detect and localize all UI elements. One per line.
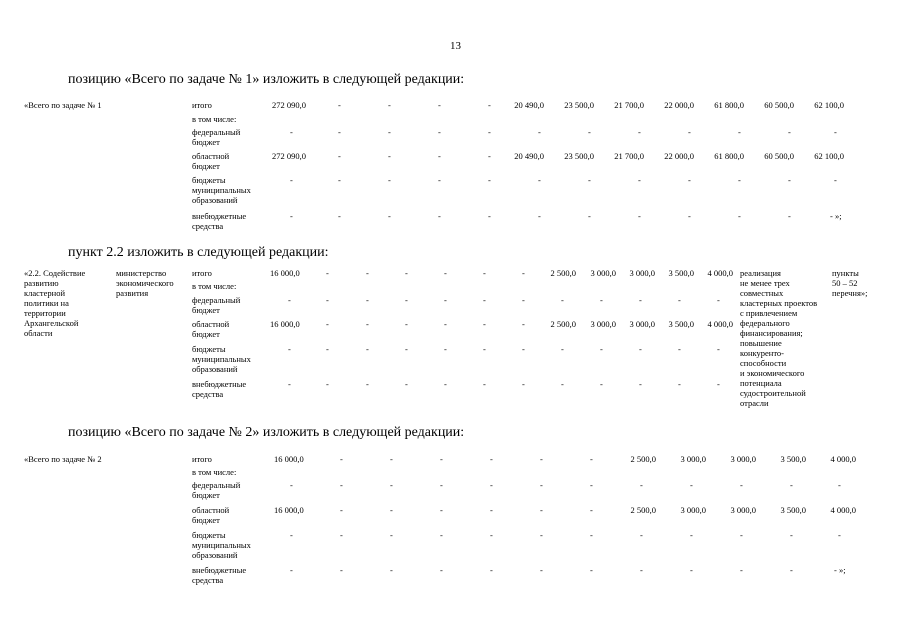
dash: -: [483, 295, 486, 305]
source-federal: федеральный бюджет: [192, 127, 241, 147]
end-mark: - »;: [834, 565, 846, 575]
dash: -: [288, 344, 291, 354]
source-federal: федеральный бюджет: [192, 480, 241, 500]
value-cell: 20 490,0: [514, 151, 544, 161]
dash: -: [738, 211, 741, 221]
dash: -: [290, 211, 293, 221]
value-cell: 23 500,0: [564, 100, 594, 110]
source-total: итого: [192, 268, 212, 278]
value-cell: 3 000,0: [629, 319, 655, 329]
dash: -: [338, 100, 341, 110]
dash: -: [338, 151, 341, 161]
dash: -: [288, 379, 291, 389]
dash: -: [390, 454, 393, 464]
value-cell: 3 000,0: [590, 319, 616, 329]
value-cell: 61 800,0: [714, 100, 744, 110]
dash: -: [438, 127, 441, 137]
dash: -: [444, 379, 447, 389]
dash: -: [540, 480, 543, 490]
dash: -: [366, 379, 369, 389]
dash: -: [738, 175, 741, 185]
dash: -: [522, 319, 525, 329]
dash: -: [290, 530, 293, 540]
value-cell: 2 500,0: [550, 319, 576, 329]
dash: -: [338, 175, 341, 185]
dash: -: [488, 100, 491, 110]
dash: -: [488, 211, 491, 221]
source-incl: в том числе:: [192, 281, 237, 291]
dash: -: [561, 344, 564, 354]
dash: -: [340, 565, 343, 575]
dash: -: [738, 127, 741, 137]
expected-result: реализация не менее трех совместных кластерных проектов с привлечением федерального финансирования; повышение конкуренто- способности и экономического потенциала судостроительной отрасли: [740, 268, 818, 408]
dash: -: [588, 127, 591, 137]
dash: -: [740, 565, 743, 575]
dash: -: [590, 530, 593, 540]
dash: -: [326, 379, 329, 389]
end-mark: - »;: [830, 211, 842, 221]
value-cell: 4 000,0: [830, 454, 856, 464]
dash: -: [444, 295, 447, 305]
dash: -: [440, 480, 443, 490]
dash: -: [366, 268, 369, 278]
heading-item-2-2: пункт 2.2 изложить в следующей редакции:: [68, 245, 329, 260]
source-municipal: бюджеты муниципальных образований: [192, 175, 251, 205]
dash: -: [522, 295, 525, 305]
dash: -: [326, 344, 329, 354]
dash: -: [390, 480, 393, 490]
dash: -: [490, 454, 493, 464]
dash: -: [590, 505, 593, 515]
dash: -: [390, 505, 393, 515]
dash: -: [590, 454, 593, 464]
dash: -: [640, 530, 643, 540]
dash: -: [717, 295, 720, 305]
executor: министерство экономического развития: [116, 268, 174, 298]
dash: -: [405, 295, 408, 305]
source-regional: областной бюджет: [192, 505, 230, 525]
dash: -: [638, 175, 641, 185]
value-cell: 22 000,0: [664, 100, 694, 110]
dash: -: [640, 565, 643, 575]
dash: -: [600, 344, 603, 354]
dash: -: [639, 344, 642, 354]
dash: -: [405, 268, 408, 278]
dash: -: [522, 379, 525, 389]
dash: -: [590, 480, 593, 490]
source-extrabudget: внебюджетные средства: [192, 211, 247, 231]
dash: -: [340, 480, 343, 490]
value-cell: 3 000,0: [680, 505, 706, 515]
value-cell: 21 700,0: [614, 100, 644, 110]
source-regional: областной бюджет: [192, 319, 230, 339]
value-cell: 61 800,0: [714, 151, 744, 161]
dash: -: [340, 505, 343, 515]
dash: -: [561, 379, 564, 389]
dash: -: [790, 480, 793, 490]
dash: -: [638, 211, 641, 221]
dash: -: [340, 530, 343, 540]
value-cell: 62 100,0: [814, 151, 844, 161]
source-federal: федеральный бюджет: [192, 295, 241, 315]
dash: -: [540, 454, 543, 464]
dash: -: [488, 151, 491, 161]
dash: -: [483, 319, 486, 329]
dash: -: [326, 295, 329, 305]
regional-sum: 272 090,0: [272, 151, 306, 161]
row-label: «Всего по задаче № 1: [24, 100, 102, 110]
dash: -: [366, 319, 369, 329]
dash: -: [538, 127, 541, 137]
value-cell: 3 500,0: [780, 454, 806, 464]
total-sum: 16 000,0: [274, 454, 304, 464]
dash: -: [440, 530, 443, 540]
dash: -: [490, 480, 493, 490]
dash: -: [678, 344, 681, 354]
value-cell: 4 000,0: [707, 319, 733, 329]
dash: -: [290, 480, 293, 490]
dash: -: [444, 268, 447, 278]
dash: -: [540, 505, 543, 515]
dash: -: [340, 454, 343, 464]
value-cell: 21 700,0: [614, 151, 644, 161]
dash: -: [388, 127, 391, 137]
dash: -: [290, 127, 293, 137]
value-cell: 3 500,0: [668, 268, 694, 278]
dash: -: [290, 565, 293, 575]
dash: -: [288, 295, 291, 305]
regional-sum: 16 000,0: [270, 319, 300, 329]
source-extrabudget: внебюджетные средства: [192, 565, 247, 585]
source-total: итого: [192, 100, 212, 110]
dash: -: [790, 565, 793, 575]
source-regional: областной бюджет: [192, 151, 230, 171]
dash: -: [717, 344, 720, 354]
dash: -: [588, 175, 591, 185]
dash: -: [388, 175, 391, 185]
dash: -: [438, 151, 441, 161]
value-cell: 3 000,0: [680, 454, 706, 464]
heading-task1: позицию «Всего по задаче № 1» изложить в следующей редакции:: [68, 72, 465, 87]
dash: -: [522, 268, 525, 278]
dash: -: [838, 480, 841, 490]
dash: -: [690, 530, 693, 540]
dash: -: [834, 127, 837, 137]
dash: -: [640, 480, 643, 490]
dash: -: [588, 211, 591, 221]
source-incl: в том числе:: [192, 467, 237, 477]
dash: -: [688, 211, 691, 221]
dash: -: [790, 530, 793, 540]
dash: -: [538, 175, 541, 185]
item-label: «2.2. Содействие развитию кластерной политики на территории Архангельской области: [24, 268, 86, 338]
value-cell: 20 490,0: [514, 100, 544, 110]
dash: -: [688, 127, 691, 137]
dash: -: [366, 344, 369, 354]
dash: -: [290, 175, 293, 185]
dash: -: [688, 175, 691, 185]
dash: -: [690, 565, 693, 575]
value-cell: 62 100,0: [814, 100, 844, 110]
dash: -: [590, 565, 593, 575]
total-sum: 16 000,0: [270, 268, 300, 278]
dash: -: [561, 295, 564, 305]
value-cell: 60 500,0: [764, 100, 794, 110]
dash: -: [522, 344, 525, 354]
dash: -: [444, 319, 447, 329]
dash: -: [390, 530, 393, 540]
value-cell: 3 000,0: [590, 268, 616, 278]
regional-sum: 16 000,0: [274, 505, 304, 515]
dash: -: [405, 344, 408, 354]
dash: -: [490, 530, 493, 540]
value-cell: 2 500,0: [630, 505, 656, 515]
value-cell: 4 000,0: [830, 505, 856, 515]
dash: -: [388, 211, 391, 221]
dash: -: [540, 530, 543, 540]
total-sum: 272 090,0: [272, 100, 306, 110]
dash: -: [483, 344, 486, 354]
value-cell: 3 000,0: [730, 505, 756, 515]
dash: -: [638, 127, 641, 137]
dash: -: [440, 565, 443, 575]
dash: -: [788, 127, 791, 137]
dash: -: [538, 211, 541, 221]
dash: -: [600, 379, 603, 389]
heading-task2: позицию «Всего по задаче № 2» изложить в следующей редакции:: [68, 425, 465, 440]
dash: -: [366, 295, 369, 305]
dash: -: [490, 565, 493, 575]
value-cell: 2 500,0: [550, 268, 576, 278]
value-cell: 2 500,0: [630, 454, 656, 464]
source-total: итого: [192, 454, 212, 464]
dash: -: [838, 530, 841, 540]
dash: -: [438, 211, 441, 221]
dash: -: [440, 505, 443, 515]
dash: -: [600, 295, 603, 305]
dash: -: [540, 565, 543, 575]
dash: -: [444, 344, 447, 354]
source-municipal: бюджеты муниципальных образований: [192, 344, 251, 374]
dash: -: [405, 379, 408, 389]
dash: -: [438, 175, 441, 185]
dash: -: [388, 100, 391, 110]
dash: -: [788, 211, 791, 221]
dash: -: [483, 379, 486, 389]
dash: -: [639, 295, 642, 305]
dash: -: [338, 127, 341, 137]
value-cell: 22 000,0: [664, 151, 694, 161]
dash: -: [678, 379, 681, 389]
dash: -: [440, 454, 443, 464]
dash: -: [788, 175, 791, 185]
dash: -: [483, 268, 486, 278]
dash: -: [338, 211, 341, 221]
dash: -: [717, 379, 720, 389]
value-cell: 3 500,0: [780, 505, 806, 515]
dash: -: [678, 295, 681, 305]
source-incl: в том числе:: [192, 114, 237, 124]
dash: -: [488, 175, 491, 185]
page-number: 13: [450, 40, 461, 52]
dash: -: [438, 100, 441, 110]
dash: -: [326, 268, 329, 278]
dash: -: [834, 175, 837, 185]
value-cell: 3 500,0: [668, 319, 694, 329]
dash: -: [488, 127, 491, 137]
dash: -: [388, 151, 391, 161]
dash: -: [740, 530, 743, 540]
dash: -: [390, 565, 393, 575]
dash: -: [690, 480, 693, 490]
source-municipal: бюджеты муниципальных образований: [192, 530, 251, 560]
reference: пункты 50 – 52 перечня»;: [832, 268, 868, 298]
dash: -: [490, 505, 493, 515]
value-cell: 3 000,0: [730, 454, 756, 464]
row-label: «Всего по задаче № 2: [24, 454, 102, 464]
source-extrabudget: внебюджетные средства: [192, 379, 247, 399]
value-cell: 3 000,0: [629, 268, 655, 278]
dash: -: [326, 319, 329, 329]
dash: -: [639, 379, 642, 389]
dash: -: [740, 480, 743, 490]
dash: -: [405, 319, 408, 329]
value-cell: 60 500,0: [764, 151, 794, 161]
value-cell: 23 500,0: [564, 151, 594, 161]
value-cell: 4 000,0: [707, 268, 733, 278]
